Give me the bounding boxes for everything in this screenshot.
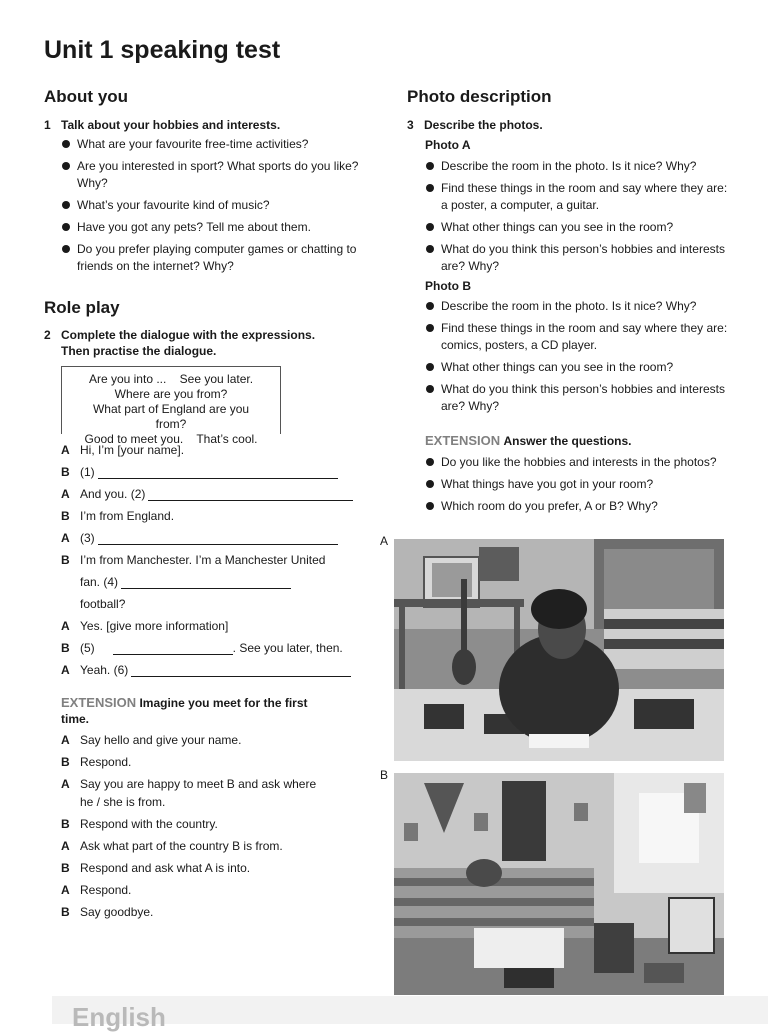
photo-heading: Photo description	[407, 87, 552, 106]
question-number: 2	[44, 328, 51, 342]
dialogue-text: And you. (2)	[80, 487, 146, 501]
bullet-item: Which room do you prefer, A or B? Why?	[425, 498, 730, 515]
bullet-item: Have you got any pets? Tell me about them.	[61, 219, 361, 236]
dialogue-text: (3)	[80, 531, 95, 545]
answer-blank[interactable]	[121, 576, 291, 589]
bullet-item: Find these things in the room and say where they are: comics, posters, a CD player.	[425, 320, 730, 354]
speaker-label: A	[61, 733, 70, 747]
speaker-label: A	[61, 531, 70, 545]
expression-line: Where are you from?	[114, 387, 228, 401]
task-text: Respond and ask what A is into.	[80, 861, 251, 875]
bullet-item: Do you prefer playing computer games or chatting to friends on the internet? Why?	[61, 241, 361, 275]
speaker-label: B	[61, 755, 70, 769]
dialogue-text-after: . See you later, then.	[232, 641, 343, 655]
task-text: Say hello and give your name.	[80, 733, 242, 747]
dialogue	[61, 443, 371, 683]
footer-brand: English	[72, 1002, 166, 1032]
bullet-item: What do you think this person’s hobbies and interests are? Why?	[425, 241, 730, 275]
expression-line: What part of England are you	[92, 402, 250, 416]
question-number: 3	[407, 118, 414, 132]
dialogue-text: fan. (4)	[80, 575, 119, 589]
dialogue-line	[61, 465, 381, 479]
bullet-item: What things have you got in your room?	[425, 476, 730, 493]
answer-blank[interactable]	[148, 488, 353, 501]
dialogue-line	[61, 663, 381, 677]
dialogue-line	[61, 597, 381, 611]
about-question	[44, 117, 280, 133]
bullet-item: What’s your favourite kind of music?	[61, 197, 361, 214]
extension-task	[61, 795, 381, 809]
answer-blank[interactable]	[98, 532, 338, 545]
bullet-item: What other things can you see in the room?	[425, 219, 730, 236]
photo-a	[394, 539, 724, 761]
extension-text-1: Imagine you meet for the first	[139, 696, 308, 710]
dialogue-text: Yes. [give more information]	[80, 619, 229, 633]
bullet-item: Do you like the hobbies and interests in the photos?	[425, 454, 730, 471]
dialogue-line	[61, 443, 381, 457]
extension-task	[61, 777, 381, 791]
extension-task	[61, 861, 381, 875]
speaker-label: B	[61, 861, 70, 875]
photo-question	[407, 117, 543, 133]
footer-bar	[52, 996, 768, 1032]
speaker-label: B	[61, 509, 70, 523]
task-text: Respond.	[80, 883, 132, 897]
answer-blank[interactable]	[113, 642, 233, 655]
task-text: Say goodbye.	[80, 905, 154, 919]
dialogue-text: I’m from England.	[80, 509, 175, 523]
dialogue-text: (5)	[80, 641, 95, 655]
extension-task	[61, 839, 381, 853]
extension-text-2: time.	[61, 712, 90, 726]
photo-extension-bullets	[425, 454, 730, 520]
speaker-label: B	[61, 641, 70, 655]
question-text: Talk about your hobbies and interests.	[61, 118, 281, 132]
dialogue-line	[61, 509, 381, 523]
dialogue-line	[61, 553, 381, 567]
dialogue-text: football?	[80, 597, 126, 611]
photo-b-title: Photo B	[425, 279, 471, 293]
task-text: Ask what part of the country B is from.	[80, 839, 283, 853]
task-text: Respond.	[80, 755, 132, 769]
dialogue-line	[61, 641, 381, 655]
extension-task	[61, 905, 381, 919]
dialogue-line	[61, 531, 381, 545]
dialogue-text: (1)	[80, 465, 95, 479]
page-title: Unit 1 speaking test	[44, 36, 281, 64]
question-line-1: Complete the dialogue with the expressions.	[61, 328, 316, 342]
answer-blank[interactable]	[131, 664, 351, 677]
photo-a-bullets	[425, 158, 730, 280]
extension-task	[61, 883, 381, 897]
about-heading: About you	[44, 87, 129, 106]
role-extension	[61, 695, 361, 727]
speaker-label: A	[61, 487, 70, 501]
bullet-item: What other things can you see in the room?	[425, 359, 730, 376]
photo-b-label: B	[380, 768, 389, 782]
extension-task	[61, 733, 381, 747]
dialogue-line	[61, 575, 381, 589]
task-text: Say you are happy to meet B and ask where	[80, 777, 317, 791]
question-text: Describe the photos.	[424, 118, 543, 132]
speaker-label: B	[61, 465, 70, 479]
extension-label: EXTENSION	[61, 695, 137, 710]
photo-extension	[425, 433, 735, 449]
dialogue-line	[61, 487, 381, 501]
bullet-item: Are you interested in sport? What sports do you like? Why?	[61, 158, 361, 192]
bullet-item: What are your favourite free-time activities?	[61, 136, 361, 153]
task-text: he / she is from.	[80, 795, 166, 809]
bullet-item: Find these things in the room and say where they are: a poster, a computer, a guitar.	[425, 180, 730, 214]
speaker-label: B	[61, 905, 70, 919]
expression-line: Good to meet you. That’s cool.	[84, 432, 258, 446]
speaker-label: A	[61, 777, 70, 791]
bullet-item: What do you think this person’s hobbies and interests are? Why?	[425, 381, 730, 415]
question-number: 1	[44, 118, 51, 132]
expression-line: from?	[155, 417, 187, 431]
extension-text: Answer the questions.	[503, 434, 632, 448]
extension-task	[61, 817, 381, 831]
dialogue-line	[61, 619, 381, 633]
expression-line: Are you into ... See you later.	[88, 372, 254, 386]
bullet-item: Describe the room in the photo. Is it nice? Why?	[425, 158, 730, 175]
speaker-label: A	[61, 839, 70, 853]
photo-a-title: Photo A	[425, 138, 471, 152]
speaker-label: A	[61, 663, 70, 677]
photo-b-bullets	[425, 298, 730, 420]
role-play-question	[44, 327, 354, 359]
extension-label: EXTENSION	[425, 433, 501, 448]
role-play-heading: Role play	[44, 298, 120, 317]
answer-blank[interactable]	[98, 466, 338, 479]
photo-a-label: A	[380, 534, 389, 548]
speaker-label: A	[61, 443, 70, 457]
speaker-label: B	[61, 553, 70, 567]
dialogue-text: Hi, I’m [your name].	[80, 443, 185, 457]
speaker-label: B	[61, 817, 70, 831]
speaker-label: A	[61, 619, 70, 633]
question-line-2: Then practise the dialogue.	[61, 344, 217, 358]
speaker-label: A	[61, 883, 70, 897]
dialogue-text: I’m from Manchester. I’m a Manchester United	[80, 553, 326, 567]
expressions-box	[61, 366, 281, 446]
photo-b	[394, 773, 724, 995]
about-bullet-list	[61, 136, 361, 280]
task-text: Respond with the country.	[80, 817, 218, 831]
extension-tasks	[61, 733, 371, 923]
extension-task	[61, 755, 381, 769]
dialogue-text: Yeah. (6)	[80, 663, 129, 677]
bullet-item: Describe the room in the photo. Is it nice? Why?	[425, 298, 730, 315]
